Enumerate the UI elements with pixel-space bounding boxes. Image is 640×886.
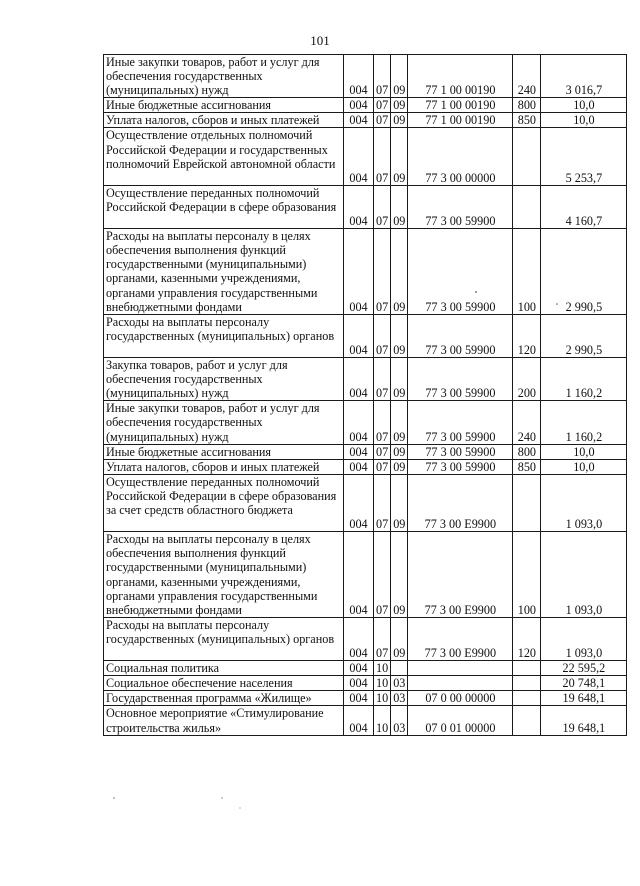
row-section-code: 07 <box>374 401 391 444</box>
table-row <box>104 98 627 113</box>
row-subsection-code: 09 <box>391 55 408 98</box>
row-expense-type <box>513 474 541 531</box>
row-target-article: 77 3 00 59900 <box>408 229 513 315</box>
row-name: Расходы на выплаты персоналу в целях обеспечения выполнения функций государственными (муниципальными) органами, казенными учреждениями, органами управления государственными внебюджетными фондами <box>104 532 344 618</box>
table-row <box>104 691 627 706</box>
row-ved-code: 004 <box>344 128 374 185</box>
row-target-article: 77 3 00 59900 <box>408 444 513 459</box>
row-target-article: 77 3 00 59900 <box>408 358 513 401</box>
row-ved-code: 004 <box>344 706 374 735</box>
row-amount: 10,0 <box>541 98 627 113</box>
row-amount: 10,0 <box>541 113 627 128</box>
row-target-article: 77 3 00 Е9900 <box>408 532 513 618</box>
row-amount: 5 253,7 <box>541 128 627 185</box>
row-expense-type: 800 <box>513 444 541 459</box>
row-name: Закупка товаров, работ и услуг для обеспечения государственных (муниципальных) нужд <box>104 358 344 401</box>
row-section-code: 07 <box>374 314 391 357</box>
row-subsection-code: 09 <box>391 229 408 315</box>
row-name: Государственная программа «Жилище» <box>104 691 344 706</box>
row-ved-code: 004 <box>344 459 374 474</box>
row-ved-code: 004 <box>344 676 374 691</box>
row-expense-type <box>513 661 541 676</box>
row-amount: 10,0 <box>541 444 627 459</box>
row-target-article: 07 0 00 00000 <box>408 691 513 706</box>
row-ved-code: 004 <box>344 55 374 98</box>
row-section-code: 10 <box>374 676 391 691</box>
row-ved-code: 004 <box>344 401 374 444</box>
row-target-article: 77 3 00 Е9900 <box>408 617 513 660</box>
row-expense-type: 200 <box>513 358 541 401</box>
table-row <box>104 128 627 185</box>
row-expense-type: 850 <box>513 113 541 128</box>
row-ved-code: 004 <box>344 98 374 113</box>
row-expense-type: 100 <box>513 532 541 618</box>
row-section-code: 07 <box>374 98 391 113</box>
row-name: Иные закупки товаров, работ и услуг для обеспечения государственных (муниципальных) нужд <box>104 401 344 444</box>
table-row <box>104 444 627 459</box>
table-row <box>104 401 627 444</box>
table-row <box>104 314 627 357</box>
row-name: Иные бюджетные ассигнования <box>104 444 344 459</box>
table-row <box>104 185 627 228</box>
row-section-code: 07 <box>374 55 391 98</box>
table-row <box>104 459 627 474</box>
row-subsection-code: 09 <box>391 474 408 531</box>
row-amount: 22 595,2 <box>541 661 627 676</box>
row-name: Иные закупки товаров, работ и услуг для обеспечения государственных (муниципальных) нужд <box>104 55 344 98</box>
budget-table <box>103 54 627 736</box>
row-expense-type: 120 <box>513 617 541 660</box>
table-row <box>104 706 627 735</box>
row-subsection-code: 03 <box>391 676 408 691</box>
row-ved-code: 004 <box>344 358 374 401</box>
row-target-article: 77 3 00 00000 <box>408 128 513 185</box>
row-subsection-code: 09 <box>391 401 408 444</box>
row-subsection-code: 09 <box>391 532 408 618</box>
row-name: Осуществление переданных полномочий Российской Федерации в сфере образования <box>104 185 344 228</box>
row-subsection-code: 09 <box>391 314 408 357</box>
row-amount: 1 093,0 <box>541 617 627 660</box>
row-ved-code: 004 <box>344 617 374 660</box>
row-section-code: 07 <box>374 474 391 531</box>
row-amount: 2 990,5 <box>541 229 627 315</box>
row-name: Расходы на выплаты персоналу в целях обеспечения выполнения функций государственными (муниципальными) органами, казенными учреждениями, органами управления государственными внебюджетными фондами <box>104 229 344 315</box>
row-target-article: 77 3 00 59900 <box>408 185 513 228</box>
row-ved-code: 004 <box>344 474 374 531</box>
row-expense-type <box>513 185 541 228</box>
table-row <box>104 532 627 618</box>
row-subsection-code: 09 <box>391 459 408 474</box>
table-row <box>104 474 627 531</box>
row-section-code: 10 <box>374 661 391 676</box>
row-subsection-code: 09 <box>391 185 408 228</box>
row-amount: 1 160,2 <box>541 401 627 444</box>
table-row <box>104 113 627 128</box>
row-name: Уплата налогов, сборов и иных платежей <box>104 113 344 128</box>
row-expense-type <box>513 691 541 706</box>
row-target-article: 07 0 01 00000 <box>408 706 513 735</box>
row-name: Иные бюджетные ассигнования <box>104 98 344 113</box>
row-ved-code: 004 <box>344 691 374 706</box>
row-amount: 19 648,1 <box>541 691 627 706</box>
row-target-article: 77 3 00 Е9900 <box>408 474 513 531</box>
row-subsection-code: 09 <box>391 113 408 128</box>
row-amount: 1 093,0 <box>541 474 627 531</box>
row-ved-code: 004 <box>344 444 374 459</box>
row-expense-type: 120 <box>513 314 541 357</box>
row-expense-type: 240 <box>513 55 541 98</box>
row-section-code: 07 <box>374 444 391 459</box>
row-amount: 1 093,0 <box>541 532 627 618</box>
row-name: Расходы на выплаты персоналу государственных (муниципальных) органов <box>104 617 344 660</box>
row-expense-type: 240 <box>513 401 541 444</box>
row-subsection-code: 09 <box>391 617 408 660</box>
row-name: Социальное обеспечение населения <box>104 676 344 691</box>
row-section-code: 07 <box>374 617 391 660</box>
table-row <box>104 229 627 315</box>
row-subsection-code: 09 <box>391 128 408 185</box>
row-subsection-code: 09 <box>391 98 408 113</box>
row-subsection-code: 03 <box>391 691 408 706</box>
row-expense-type <box>513 128 541 185</box>
row-target-article: 77 1 00 00190 <box>408 113 513 128</box>
row-section-code: 07 <box>374 113 391 128</box>
row-ved-code: 004 <box>344 314 374 357</box>
row-subsection-code: 09 <box>391 444 408 459</box>
row-ved-code: 004 <box>344 661 374 676</box>
row-section-code: 07 <box>374 358 391 401</box>
row-section-code: 10 <box>374 706 391 735</box>
table-row <box>104 676 627 691</box>
row-amount: 3 016,7 <box>541 55 627 98</box>
row-ved-code: 004 <box>344 229 374 315</box>
row-amount: 20 748,1 <box>541 676 627 691</box>
row-name: Основное мероприятие «Стимулирование строительства жилья» <box>104 706 344 735</box>
row-name: Расходы на выплаты персоналу государственных (муниципальных) органов <box>104 314 344 357</box>
row-amount: 10,0 <box>541 459 627 474</box>
row-section-code: 10 <box>374 691 391 706</box>
table-row <box>104 617 627 660</box>
row-amount: 19 648,1 <box>541 706 627 735</box>
row-name: Осуществление переданных полномочий Российской Федерации в сфере образования за счет средств областного бюджета <box>104 474 344 531</box>
row-ved-code: 004 <box>344 532 374 618</box>
row-ved-code: 004 <box>344 185 374 228</box>
row-target-article: 77 3 00 59900 <box>408 314 513 357</box>
row-name: Осуществление отдельных полномочий Российской Федерации и государственных полномочий Еврейской автономной области <box>104 128 344 185</box>
row-section-code: 07 <box>374 532 391 618</box>
row-name: Уплата налогов, сборов и иных платежей <box>104 459 344 474</box>
row-section-code: 07 <box>374 128 391 185</box>
table-row <box>104 661 627 676</box>
row-amount: 1 160,2 <box>541 358 627 401</box>
row-subsection-code: 03 <box>391 706 408 735</box>
row-target-article <box>408 661 513 676</box>
page-number: 101 <box>310 33 330 48</box>
row-target-article <box>408 676 513 691</box>
row-target-article: 77 1 00 00190 <box>408 55 513 98</box>
row-target-article: 77 1 00 00190 <box>408 98 513 113</box>
row-subsection-code <box>391 661 408 676</box>
row-expense-type: 100 <box>513 229 541 315</box>
row-target-article: 77 3 00 59900 <box>408 459 513 474</box>
row-section-code: 07 <box>374 459 391 474</box>
row-expense-type: 850 <box>513 459 541 474</box>
row-section-code: 07 <box>374 185 391 228</box>
row-name: Социальная политика <box>104 661 344 676</box>
table-row <box>104 358 627 401</box>
row-expense-type <box>513 706 541 735</box>
row-expense-type <box>513 676 541 691</box>
row-subsection-code: 09 <box>391 358 408 401</box>
row-target-article: 77 3 00 59900 <box>408 401 513 444</box>
row-ved-code: 004 <box>344 113 374 128</box>
row-amount: 4 160,7 <box>541 185 627 228</box>
row-expense-type: 800 <box>513 98 541 113</box>
row-amount: 2 990,5 <box>541 314 627 357</box>
table-row <box>104 55 627 98</box>
row-section-code: 07 <box>374 229 391 315</box>
